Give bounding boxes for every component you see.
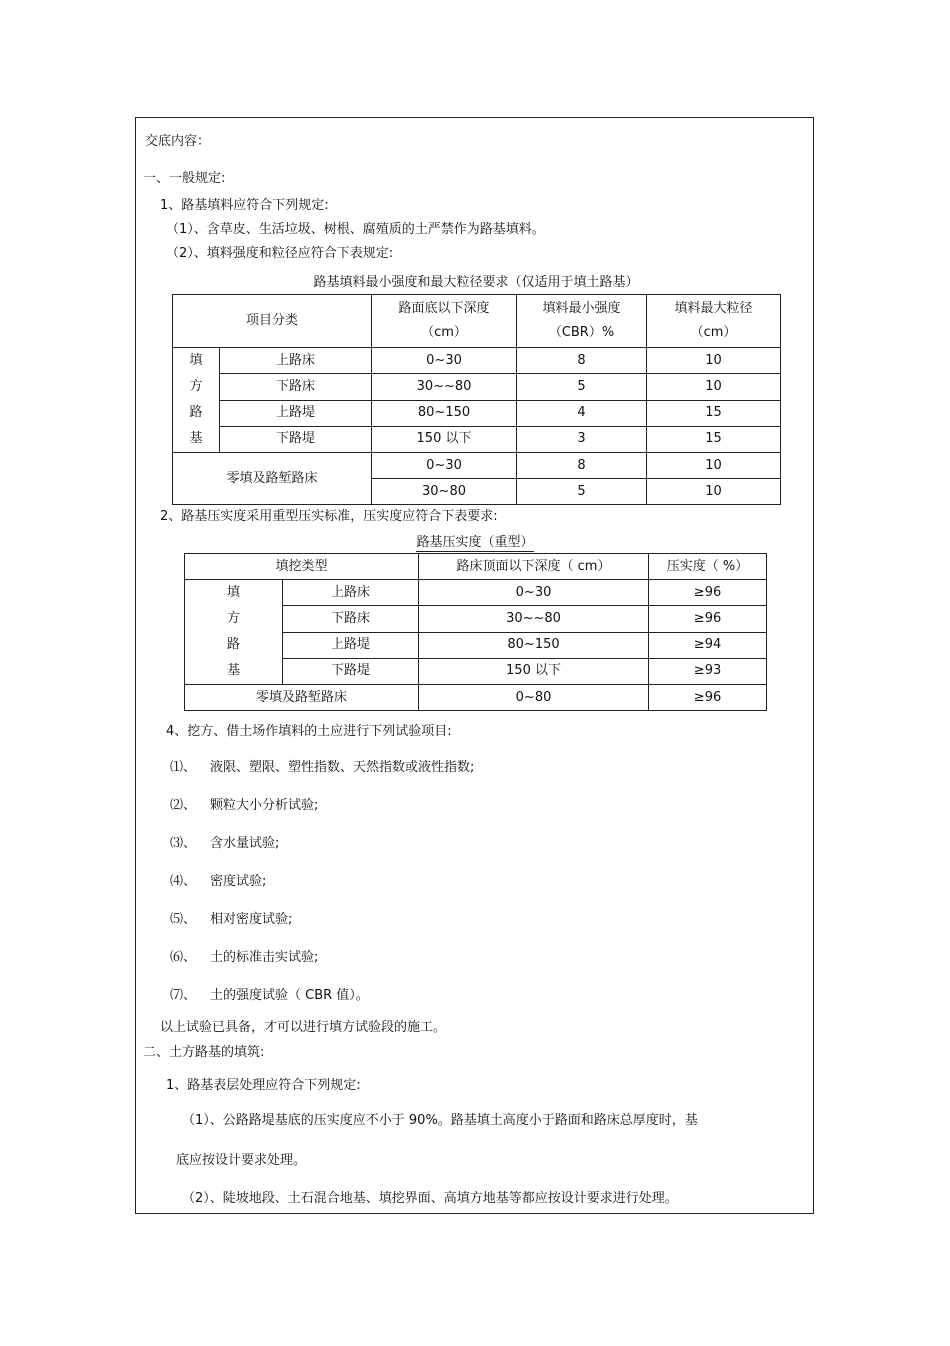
group-char: 填	[189, 353, 203, 368]
section-title: 交底内容：	[145, 134, 211, 149]
row-depth: 80~150	[372, 400, 517, 426]
row-name: 下路床	[283, 606, 419, 632]
item-2-1-a-line2: 底应按设计要求处理。	[176, 1153, 307, 1168]
row-cbr: 3	[517, 426, 647, 452]
row-compaction: ≥94	[649, 632, 767, 658]
item-2-1-heading: 1、路基表层处理应符合下列规定:	[166, 1078, 361, 1093]
row-depth: 150 以下	[419, 658, 649, 684]
row-depth: 0~80	[419, 685, 649, 711]
header-item-category: 项目分类	[173, 295, 372, 348]
row-size: 10	[647, 453, 781, 479]
row-cbr: 8	[517, 348, 647, 374]
row-size: 15	[647, 400, 781, 426]
row-size: 10	[647, 348, 781, 374]
table1-caption: 路基填料最小强度和最大粒径要求（仅适用于填土路基）	[313, 275, 639, 290]
test-item-text: 密度试验;	[210, 874, 267, 889]
table2-caption-wrap	[184, 531, 766, 550]
zero-fill-label: 零填及路堑路床	[185, 685, 419, 711]
row-compaction: ≥96	[649, 606, 767, 632]
table-row	[173, 400, 781, 426]
item-1-b: （2）、填料强度和粒径应符合下表规定:	[166, 246, 394, 261]
table-row	[173, 453, 781, 479]
row-depth: 80~150	[419, 632, 649, 658]
item-1-heading: 1、路基填料应符合下列规定:	[160, 198, 329, 213]
header-fill-type: 填挖类型	[185, 554, 419, 580]
header-depth	[372, 295, 517, 348]
row-cbr: 5	[517, 479, 647, 505]
item-4-heading: 4、挖方、借土场作填料的土应进行下列试验项目:	[166, 724, 452, 739]
header-cbr-line1: 填料最小强度	[542, 301, 621, 316]
row-name: 下路堤	[283, 658, 419, 684]
table2-header-row	[185, 554, 767, 580]
header-size-line1: 填料最大粒径	[674, 301, 753, 316]
row-depth: 30~~80	[419, 606, 649, 632]
row-depth: 30~80	[372, 479, 517, 505]
row-depth: 0~30	[419, 580, 649, 606]
row-name: 上路床	[220, 348, 372, 374]
fill-group-label	[173, 348, 220, 453]
test-item-text: 相对密度试验;	[210, 912, 293, 927]
row-compaction: ≥96	[649, 580, 767, 606]
table-row	[173, 374, 781, 400]
test-item-number: ⑴、	[170, 760, 197, 775]
group-char: 方	[189, 379, 203, 394]
row-size: 10	[647, 479, 781, 505]
test-item-number: ⑺、	[170, 988, 197, 1003]
table1-header-row	[173, 295, 781, 348]
row-name: 下路床	[220, 374, 372, 400]
header-depth-line2: （cm）	[421, 325, 467, 340]
table-row	[173, 426, 781, 452]
header-depth-line1: 路面底以下深度	[398, 301, 490, 316]
item-1-a: （1）、含草皮、生活垃圾、树根、腐殖质的土严禁作为路基填料。	[166, 222, 545, 237]
heading-general-rules: 一、一般规定:	[143, 171, 226, 186]
group-char: 基	[226, 663, 240, 678]
test-item-number: ⑹、	[170, 950, 197, 965]
row-compaction: ≥93	[649, 658, 767, 684]
group-char: 填	[226, 585, 240, 600]
compaction-table	[184, 553, 767, 711]
group-char: 路	[189, 405, 203, 420]
row-cbr: 5	[517, 374, 647, 400]
table2-caption: 路基压实度（重型）	[416, 535, 534, 550]
row-depth: 0~30	[372, 348, 517, 374]
header-max-size	[647, 295, 781, 348]
zero-fill-label: 零填及路堑路床	[173, 453, 372, 505]
test-item-text: 颗粒大小分析试验;	[210, 798, 319, 813]
row-depth: 30~~80	[372, 374, 517, 400]
row-depth: 150 以下	[372, 426, 517, 452]
test-item-text: 土的标准击实试验;	[210, 950, 319, 965]
group-char: 方	[226, 611, 240, 626]
row-name: 上路堤	[220, 400, 372, 426]
header-cbr-line2: （CBR）%	[548, 325, 615, 340]
test-item-number: ⑶、	[170, 836, 197, 851]
item-2-1-b: （2）、陡坡地段、土石混合地基、填挖界面、高填方地基等都应按设计要求进行处理。	[182, 1191, 678, 1206]
row-compaction: ≥96	[649, 685, 767, 711]
test-item-number: ⑷、	[170, 874, 197, 889]
group-char: 路	[226, 637, 240, 652]
row-name: 下路堤	[220, 426, 372, 452]
row-cbr: 4	[517, 400, 647, 426]
row-size: 10	[647, 374, 781, 400]
group-char: 基	[189, 431, 203, 446]
test-item-number: ⑵、	[170, 798, 197, 813]
header-depth: 路床顶面以下深度（ cm）	[419, 554, 649, 580]
row-name: 上路堤	[283, 632, 419, 658]
header-size-line2: （cm）	[690, 325, 737, 340]
test-item-number: ⑸、	[170, 912, 197, 927]
tests-ready-note: 以上试验已具备，才可以进行填方试验段的施工。	[160, 1020, 447, 1035]
item-2-heading: 2、路基压实度采用重型压实标准，压实度应符合下表要求:	[160, 509, 498, 524]
test-item-text: 土的强度试验（ CBR 值）。	[210, 988, 369, 1003]
item-2-1-a-line1: （1）、公路路堤基底的压实度应不小于 90%。路基填土高度小于路面和路床总厚度时，基	[182, 1113, 698, 1128]
test-item-text: 液限、塑限、塑性指数、天然指数或液性指数;	[210, 760, 475, 775]
table-row	[185, 580, 767, 606]
fill-strength-table	[172, 294, 781, 505]
row-size: 15	[647, 426, 781, 452]
row-name: 上路床	[283, 580, 419, 606]
header-min-strength	[517, 295, 647, 348]
header-compaction: 压实度（ %）	[649, 554, 767, 580]
test-item-text: 含水量试验;	[210, 836, 280, 851]
table-row	[173, 348, 781, 374]
fill-group-label	[185, 580, 283, 685]
row-cbr: 8	[517, 453, 647, 479]
heading-earthwork-filling: 二、土方路基的填筑:	[143, 1045, 265, 1060]
row-depth: 0~30	[372, 453, 517, 479]
table-row	[185, 685, 767, 711]
